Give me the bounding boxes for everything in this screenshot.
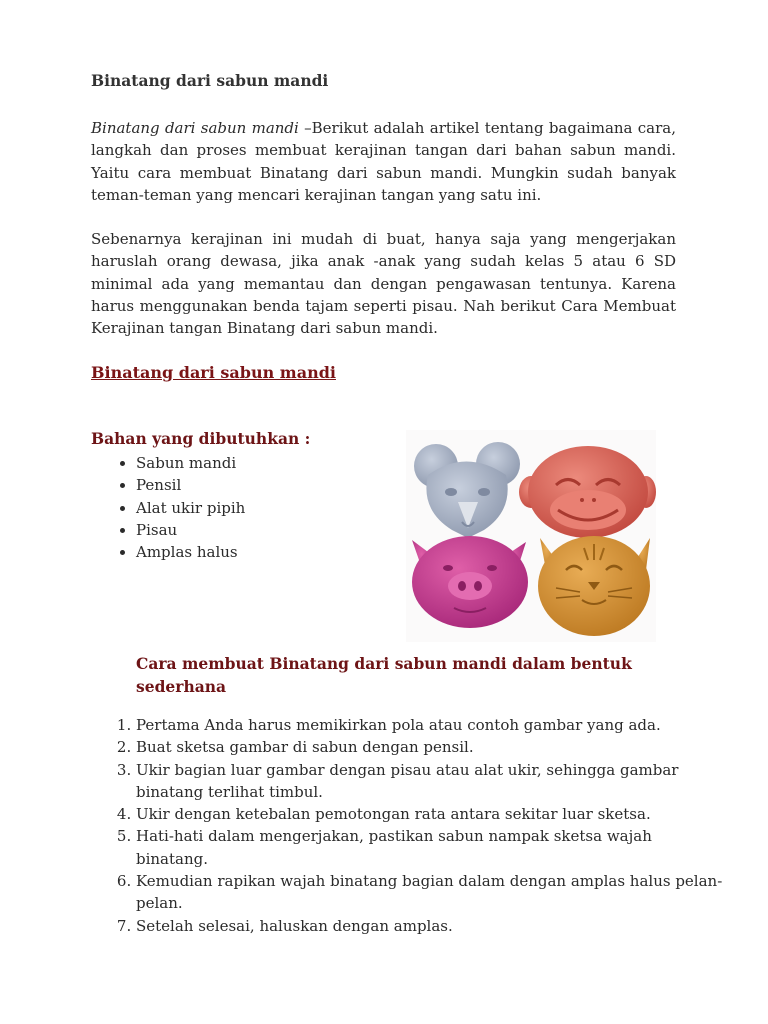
section-link-heading[interactable]: Binatang dari sabun mandi <box>91 363 336 382</box>
list-item: 4. Ukir dengan ketebalan pemotongan rata antara sekitar luar sketsa. <box>136 803 726 825</box>
second-paragraph: Sebenarnya kerajinan ini mudah di buat, hanya saja yang mengerjakan haruslah orang dewasa, jika anak -anak yang sudah kelas 5 atau 6 SD minimal ada yang memantau dan dengan pengawasan tentunya. Karena harus menggunakan benda tajam seperti pisau. Nah berikut Cara Membuat Kerajinan tangan Binatang dari sabun mandi. <box>91 230 676 338</box>
list-item: • Pisau <box>136 519 245 541</box>
list-item: 6. Kemudian rapikan wajah binatang bagian dalam dengan amplas halus pelan-pelan. <box>136 870 726 915</box>
steps-list <box>91 714 726 937</box>
intro-paragraph <box>91 117 676 206</box>
list-item: 2. Buat sketsa gambar di sabun dengan pensil. <box>136 736 726 758</box>
list-item: • Pensil <box>136 474 245 496</box>
soap-animals-photo <box>406 430 656 642</box>
list-item: 5. Hati-hati dalam mengerjakan, pastikan sabun nampak sketsa wajah binatang. <box>136 825 726 870</box>
intro-text: –Berikut adalah artikel tentang bagaimana cara, langkah dan proses membuat kerajinan tangan dari bahan sabun mandi. Yaitu cara membuat Binatang dari sabun mandi. Mungkin sudah banyak teman-teman yang mencari kerajinan tangan yang satu ini. <box>91 119 677 204</box>
list-item: 3. Ukir bagian luar gambar dengan pisau atau alat ukir, sehingga gambar binatang terlihat timbul. <box>136 759 726 804</box>
steps-heading: Cara membuat Binatang dari sabun mandi dalam bentuk sederhana <box>136 654 632 696</box>
list-item: • Amplas halus <box>136 541 245 563</box>
cat-soap-icon <box>538 536 650 636</box>
monkey-soap-icon <box>519 446 656 538</box>
mouse-soap-icon <box>414 442 520 538</box>
intro-italic-lead: Binatang dari sabun mandi <box>91 119 299 137</box>
pig-soap-icon <box>412 536 528 628</box>
materials-heading: Bahan yang dibutuhkan : <box>91 429 311 448</box>
list-item: 1. Pertama Anda harus memikirkan pola atau contoh gambar yang ada. <box>136 714 726 736</box>
list-item: 7. Setelah selesai, haluskan dengan amplas. <box>136 915 726 937</box>
list-item: • Alat ukir pipih <box>136 497 245 519</box>
list-item: • Sabun mandi <box>136 452 245 474</box>
document-title: Binatang dari sabun mandi <box>91 71 329 90</box>
materials-list <box>91 452 245 563</box>
